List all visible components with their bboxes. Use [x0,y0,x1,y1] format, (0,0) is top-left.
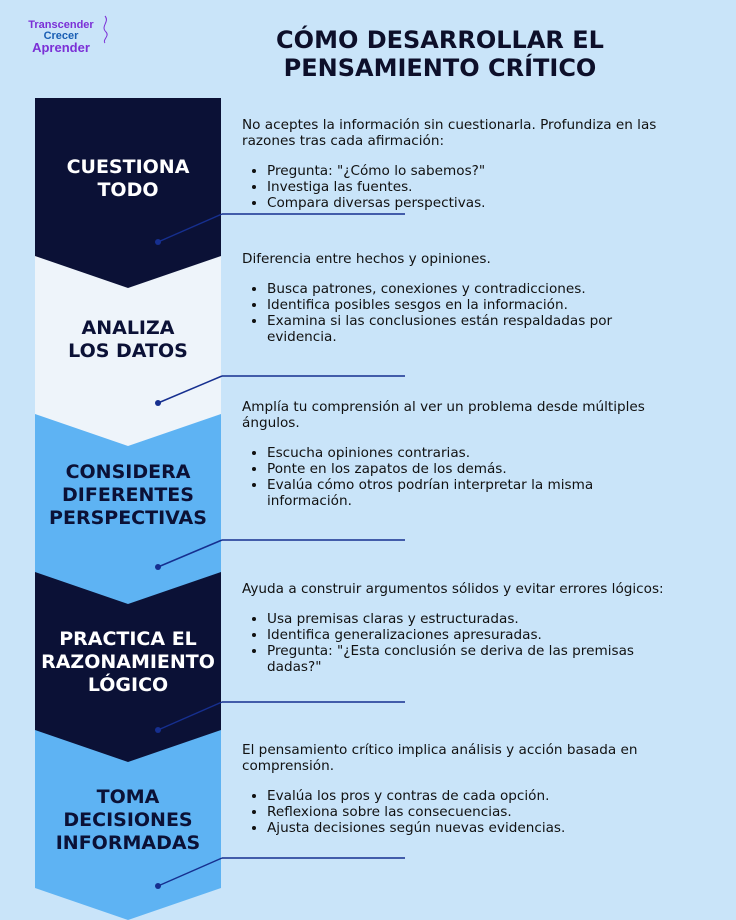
step-4-bullet-list [242,611,682,675]
step-1-bullet-list [242,163,682,211]
list-item: • Escucha opiniones contrarias. [267,445,682,461]
step-3-bullet-list [242,445,682,509]
step-1-description [242,117,682,211]
step-2-description [242,251,682,345]
list-item: • Ajusta decisiones según nuevas evidencias. [267,820,682,836]
list-item: • Reflexiona sobre las consecuencias. [267,804,682,820]
logo-line-2: Crecer [43,30,79,42]
list-item: • Pregunta: "¿Cómo lo sabemos?" [267,163,682,179]
step-5-label-line: DECISIONES [63,809,193,831]
connector-1 [155,214,405,245]
logo-line-1: Transcender [28,19,94,31]
list-item: • Identifica posibles sesgos en la información. [267,297,682,313]
step-2-label-line: LOS DATOS [68,340,188,362]
connector-5 [155,858,405,889]
step-5-intro: El pensamiento crítico implica análisis y acción basada en comprensión. [242,742,638,774]
logo-line-3: Aprender [32,40,90,55]
step-3-label-line: DIFERENTES [62,484,194,506]
step-1-label-line: CUESTIONA [66,156,190,178]
title-line-2: PENSAMIENTO CRÍTICO [283,54,597,82]
step-2-bullet-list [242,281,682,345]
list-item: • Identifica generalizaciones apresuradas. [267,627,682,643]
step-4-label-line: LÓGICO [87,674,169,696]
list-item: • Ponte en los zapatos de los demás. [267,461,682,477]
step-2-intro: Diferencia entre hechos y opiniones. [242,251,491,267]
list-item: • Evalúa cómo otros podrían interpretar la misma información. [267,477,682,509]
step-5-label-line: INFORMADAS [55,832,201,854]
step-1-label-line: TODO [97,179,159,201]
step-3-label-line: CONSIDERA [65,461,191,483]
step-1-intro: No aceptes la información sin cuestionarla. Profundiza en las razones tras cada afirmación: [242,117,657,149]
step-4-description [242,581,682,675]
list-item: • Pregunta: "¿Esta conclusión se deriva de las premisas dadas?" [267,643,682,675]
connector-4 [155,702,405,733]
list-item: • Investiga las fuentes. [267,179,682,195]
step-3-label-line: PERSPECTIVAS [49,507,207,529]
list-item: • Busca patrones, conexiones y contradicciones. [267,281,682,297]
list-item: • Compara diversas perspectivas. [267,195,682,211]
step-5-description [242,742,682,836]
step-3-description [242,399,682,509]
connector-3 [155,540,405,570]
list-item: • Examina si las conclusiones están respaldadas por evidencia. [267,313,682,345]
list-item: • Evalúa los pros y contras de cada opción. [267,788,682,804]
step-3-intro: Amplía tu comprensión al ver un problema desde múltiples ángulos. [242,399,645,431]
step-2-label-line: ANALIZA [81,317,175,339]
title-line-1: CÓMO DESARROLLAR EL [276,26,604,54]
step-5-label-line: TOMA [96,786,160,808]
list-item: • Usa premisas claras y estructuradas. [267,611,682,627]
step-5-bullet-list [242,788,682,836]
step-4-label-line: RAZONAMIENTO [41,651,215,673]
step-4-intro: Ayuda a construir argumentos sólidos y evitar errores lógicos: [242,581,664,597]
step-4-label-line: PRACTICA EL [59,628,197,650]
